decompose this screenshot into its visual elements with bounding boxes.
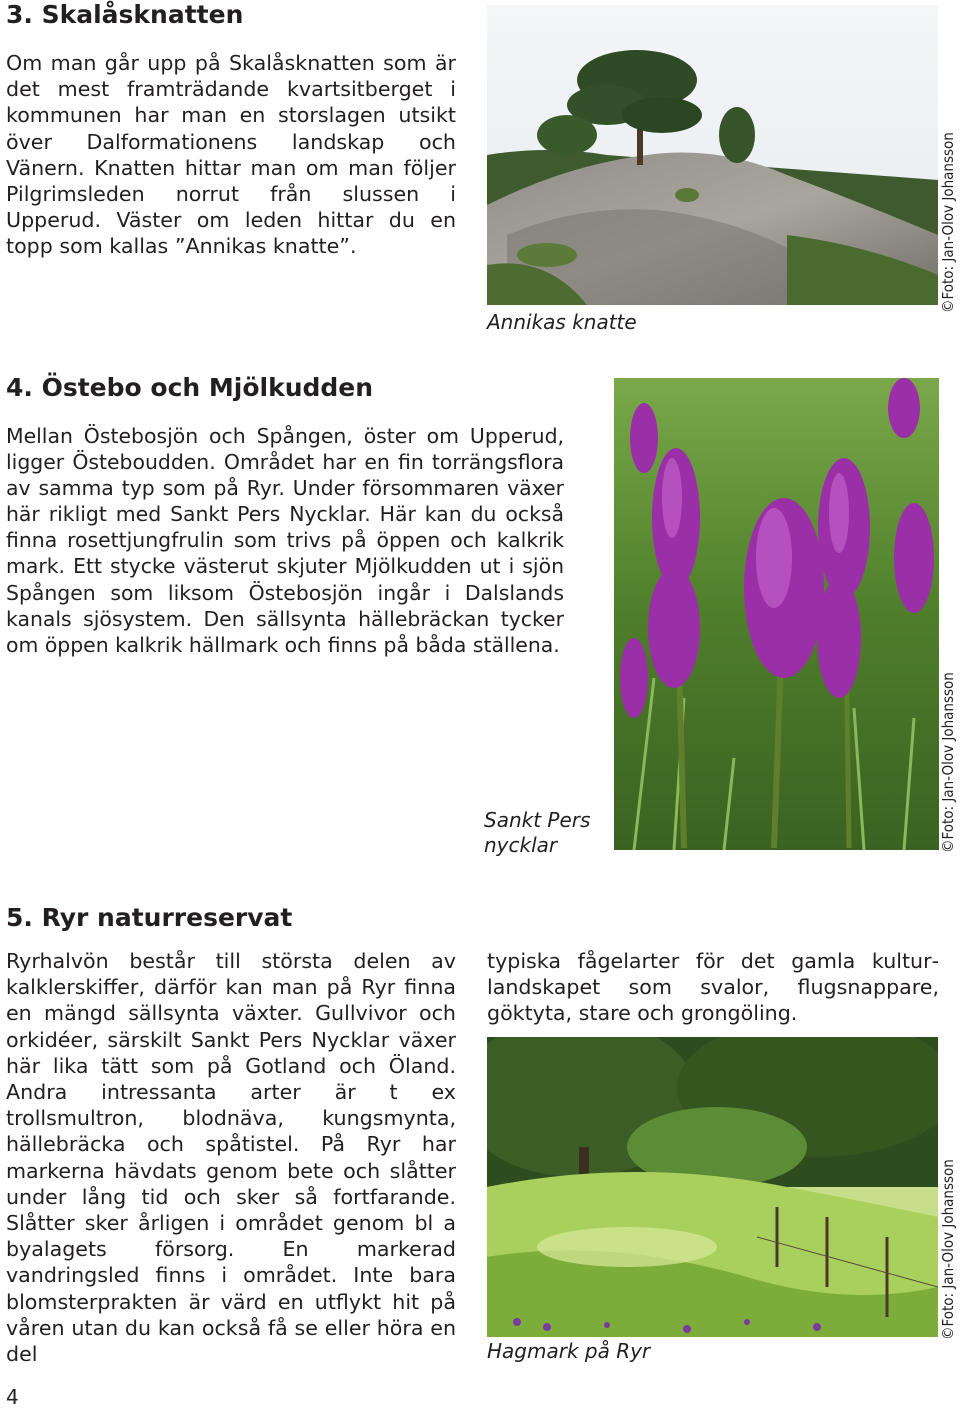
section-4-text: Mellan Östebosjön och Spången, öster om Upperud, ligger Östeboudden. Området har en fin torrängsflora av samma typ som på Ryr. Under försommaren växer här rikligt med Sankt Pers Nycklar. Här kan du också finna rosettjungfrulin som trivs på öppen och kalkrik mark. Ett stycke västerut skjuter Mjölkudden ut i sjön Spången som liksom Östebosjön ingår i Dalslands kanals sjösystem. Den sällsynta hällebräckan tycker om öppen kalkrik hällmark och finns på båda ställena. [6,424,564,657]
photo-credit-3: ©Foto: Jan-Olov Johansson [939,1159,957,1340]
annikas-knatte-caption: Annikas knatte [487,310,637,334]
hagmark-caption: Hagmark på Ryr [487,1339,651,1363]
section-5-heading: 5. Ryr naturreservat [6,903,293,932]
photo-credit-1: ©Foto: Jan-Olov Johansson [939,132,957,313]
hagmark-photo [487,1037,938,1337]
section-4-heading: 4. Östebo och Mjölkudden [6,373,374,402]
section-3-heading: 3. Skalåsknatten [6,0,244,29]
section-3-text: Om man går upp på Skalåsknatten som är det mest framträdande kvartsitberget i kommunen har man en storslagen utsikt över Dalformationens landskap och Vänern. Knatten hittar man om man följer Pilgrimsleden norrut från slussen i Upperud. Väster om leden hittar du en topp som kallas ”Annikas knatte”. [6,51,456,259]
section-5-text-continued: typiska fågelarter för det gamla kulturlandskapet som svalor, flugsnappare, göktyta, stare och grongöling. [487,949,939,1026]
orchid-caption: Sankt Pers nycklar [484,808,591,857]
annikas-knatte-photo [487,5,938,305]
orchid-photo [614,378,939,850]
page-number: 4 [6,1385,19,1409]
photo-credit-2: ©Foto: Jan-Olov Johansson [939,672,957,853]
section-5-text: Ryrhalvön består till största delen av kalklerskiffer, därför kan man på Ryr finna en mängd sällsynta växter. Gullvivor och orkidéer, särskilt Sankt Pers Nycklar växer här lika tätt som på Gotland och Öland. Andra intressanta arter är t ex trollsmultron, blodnäva, kungsmynta, hällebräcka och spåtistel. På Ryr har markerna hävdats genom bete och slåtter under lång tid och sker så fortfarande. Slåtter sker årligen i området genom bl a byalagets försorg. En markerad vandringsled finns i området. Inte bara blomsterprakten är värd en utflykt hit på våren utan du kan också få se eller höra en del [6,949,456,1367]
